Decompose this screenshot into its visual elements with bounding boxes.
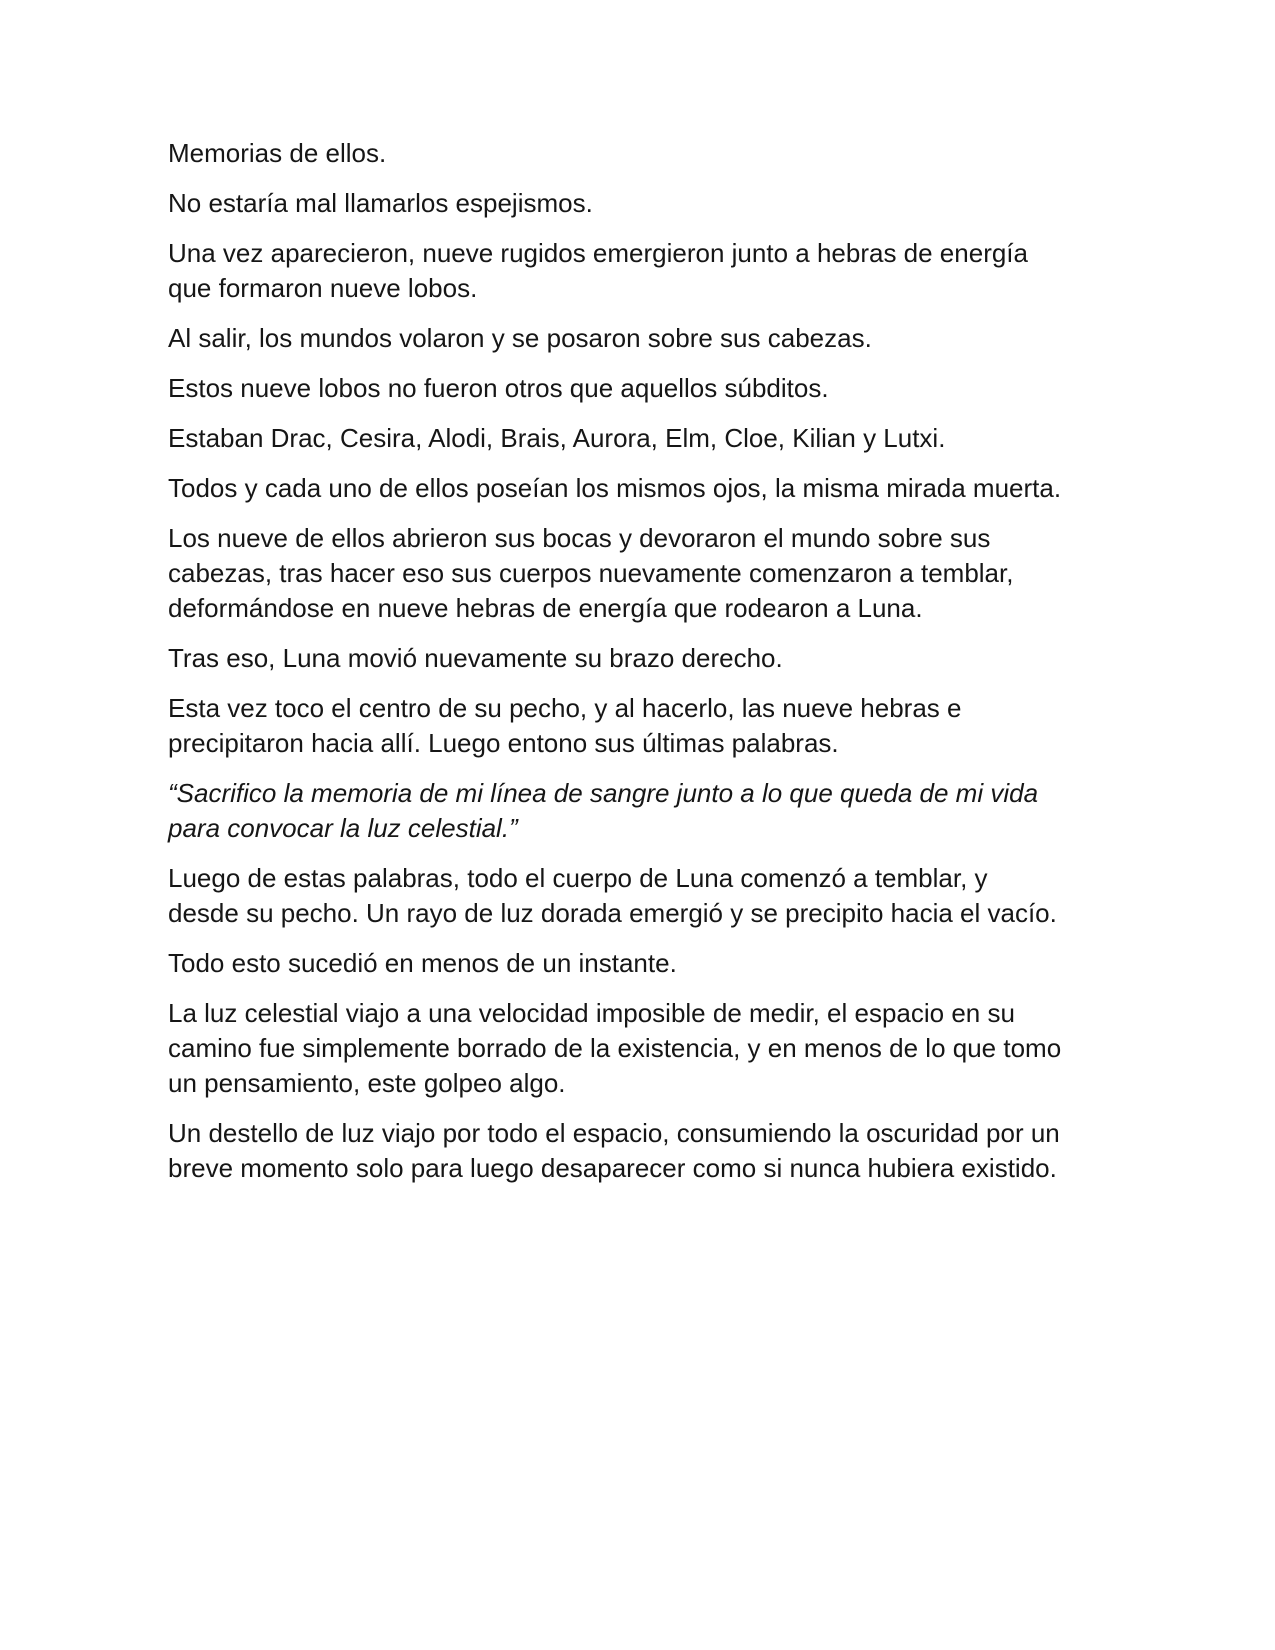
paragraph: Todo esto sucedió en menos de un instante. <box>168 948 677 978</box>
paragraph: Todos y cada uno de ellos poseían los mismos ojos, la misma mirada muerta. <box>168 473 1062 503</box>
body-text <box>168 136 1063 1201</box>
paragraph: Estos nueve lobos no fueron otros que aquellos súbditos. <box>168 373 829 403</box>
paragraph: Una vez aparecieron, nueve rugidos emergieron junto a hebras de energía que formaron nueve lobos. <box>168 238 1028 303</box>
paragraph: Un destello de luz viajo por todo el espacio, consumiendo la oscuridad por un breve momento solo para luego desaparecer como si nunca hubiera existido. <box>168 1118 1060 1183</box>
paragraph: Al salir, los mundos volaron y se posaron sobre sus cabezas. <box>168 323 872 353</box>
italic-quote-paragraph: “Sacrifico la memoria de mi línea de sangre junto a lo que queda de mi vida para convocar la luz celestial.” <box>168 778 1039 843</box>
paragraph: Tras eso, Luna movió nuevamente su brazo derecho. <box>168 643 783 673</box>
paragraph: La luz celestial viajo a una velocidad imposible de medir, el espacio en su camino fue simplemente borrado de la existencia, y en menos de lo que tomo un pensamiento, este golpeo algo. <box>168 998 1062 1098</box>
paragraph: Estaban Drac, Cesira, Alodi, Brais, Aurora, Elm, Cloe, Kilian y Lutxi. <box>168 423 946 453</box>
paragraph: Memorias de ellos. <box>168 138 387 168</box>
paragraph: Los nueve de ellos abrieron sus bocas y devoraron el mundo sobre sus cabezas, tras hacer eso sus cuerpos nuevamente comenzaron a temblar, deformándose en nueve hebras de energía que rodearon a Luna. <box>168 523 1014 623</box>
paragraph: Luego de estas palabras, todo el cuerpo de Luna comenzó a temblar, y desde su pecho. Un rayo de luz dorada emergió y se precipito hacia el vacío. <box>168 863 1057 928</box>
paragraph: Esta vez toco el centro de su pecho, y al hacerlo, las nueve hebras e precipitaron hacia allí. Luego entono sus últimas palabras. <box>168 693 962 758</box>
paragraph: No estaría mal llamarlos espejismos. <box>168 188 593 218</box>
